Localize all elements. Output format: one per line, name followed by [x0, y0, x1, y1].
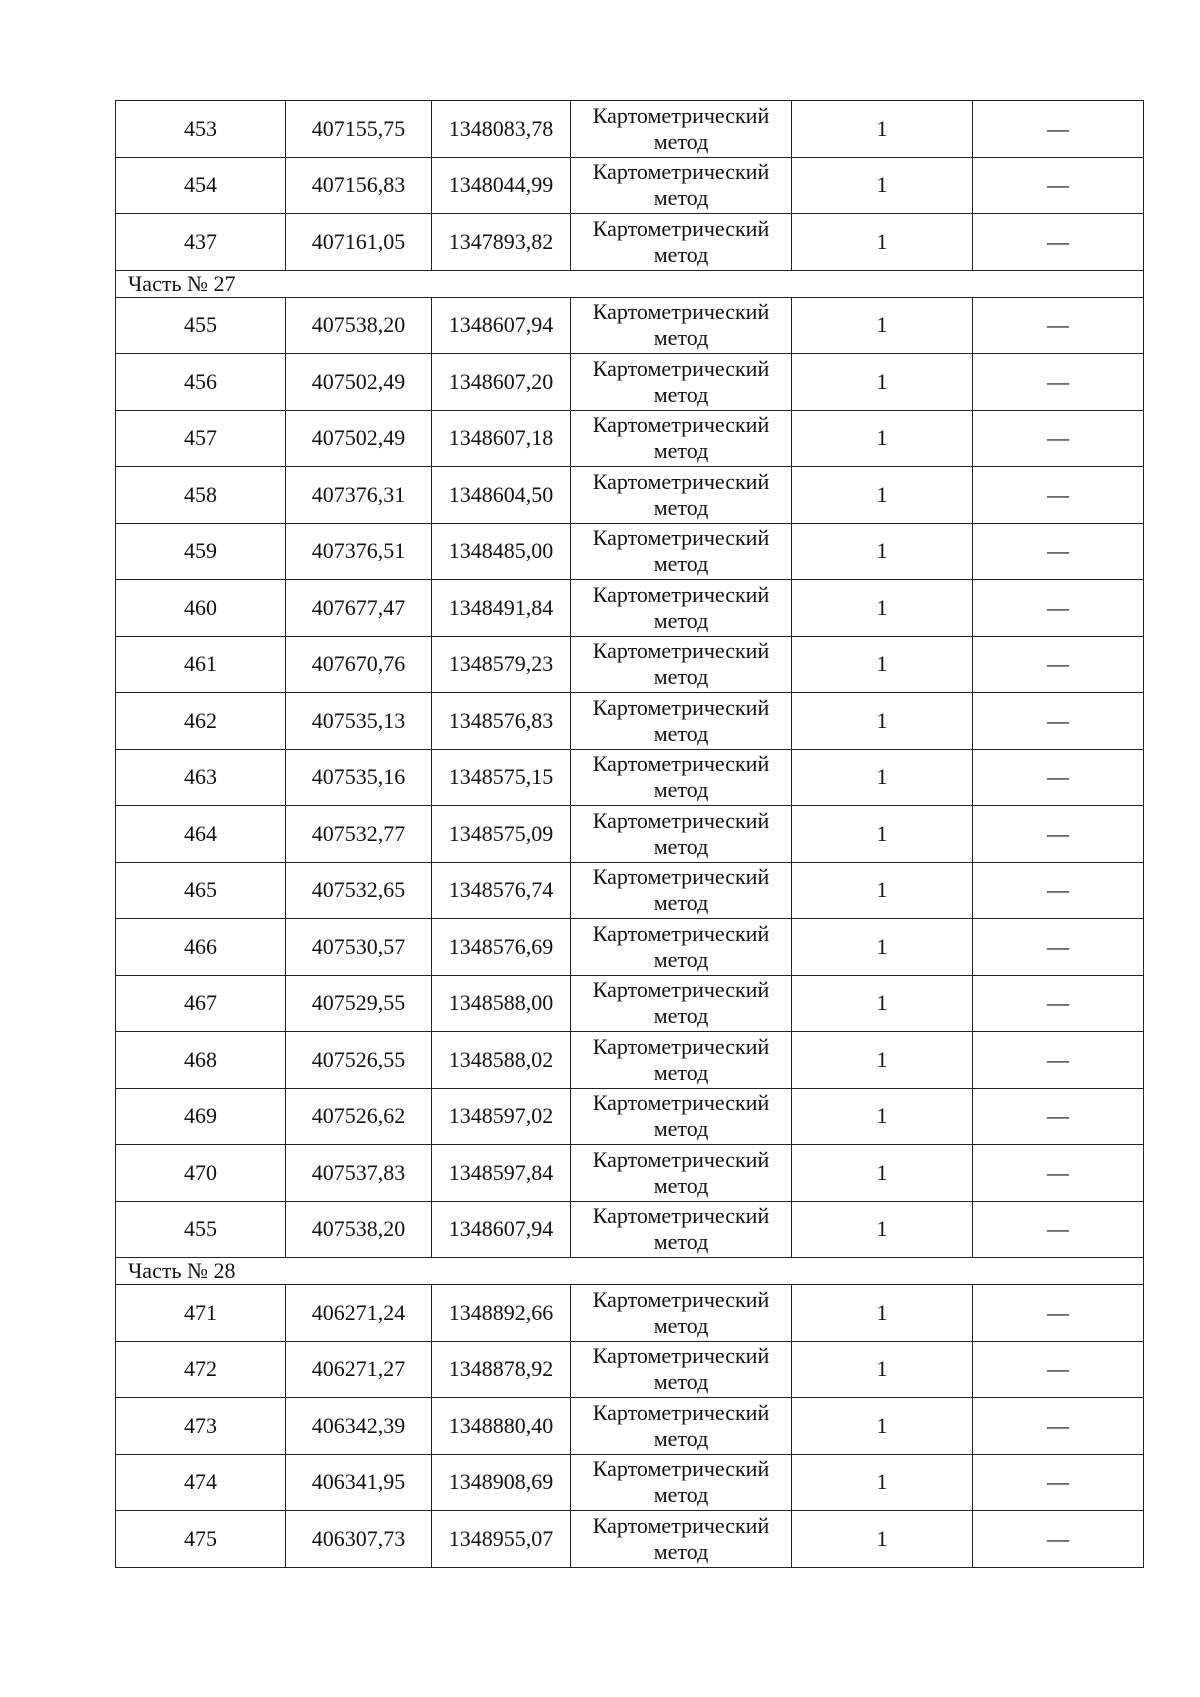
accuracy-cell: 1 — [792, 410, 973, 467]
accuracy-cell: 1 — [792, 1511, 973, 1568]
x-coordinate-cell: 406307,73 — [286, 1511, 432, 1568]
description-cell: — — [973, 806, 1144, 863]
accuracy-cell: 1 — [792, 523, 973, 580]
description-cell: — — [973, 1341, 1144, 1398]
method-cell: Картометрический метод — [571, 919, 792, 976]
table-row — [116, 1201, 1144, 1258]
accuracy-cell: 1 — [792, 693, 973, 750]
description-cell: — — [973, 410, 1144, 467]
description-cell: — — [973, 1032, 1144, 1089]
table-row — [116, 523, 1144, 580]
accuracy-cell: 1 — [792, 1454, 973, 1511]
section-header-row — [116, 270, 1144, 297]
accuracy-cell: 1 — [792, 806, 973, 863]
description-cell: — — [973, 1511, 1144, 1568]
x-coordinate-cell: 407677,47 — [286, 580, 432, 637]
x-coordinate-cell: 406271,24 — [286, 1285, 432, 1342]
point-number-cell: 475 — [116, 1511, 286, 1568]
x-coordinate-cell: 407535,16 — [286, 749, 432, 806]
y-coordinate-cell: 1348892,66 — [432, 1285, 571, 1342]
method-cell: Картометрический метод — [571, 157, 792, 214]
accuracy-cell: 1 — [792, 1341, 973, 1398]
y-coordinate-cell: 1348607,94 — [432, 297, 571, 354]
description-cell: — — [973, 1088, 1144, 1145]
point-number-cell: 459 — [116, 523, 286, 580]
y-coordinate-cell: 1348878,92 — [432, 1341, 571, 1398]
x-coordinate-cell: 407156,83 — [286, 157, 432, 214]
table-row — [116, 1398, 1144, 1455]
accuracy-cell: 1 — [792, 1201, 973, 1258]
method-cell: Картометрический метод — [571, 523, 792, 580]
x-coordinate-cell: 407526,55 — [286, 1032, 432, 1089]
table-row — [116, 749, 1144, 806]
table-row — [116, 467, 1144, 524]
point-number-cell: 474 — [116, 1454, 286, 1511]
table-row — [116, 919, 1144, 976]
x-coordinate-cell: 407670,76 — [286, 636, 432, 693]
x-coordinate-cell: 407535,13 — [286, 693, 432, 750]
description-cell: — — [973, 1454, 1144, 1511]
description-cell: — — [973, 1398, 1144, 1455]
table-row — [116, 410, 1144, 467]
point-number-cell: 464 — [116, 806, 286, 863]
x-coordinate-cell: 407526,62 — [286, 1088, 432, 1145]
accuracy-cell: 1 — [792, 1398, 973, 1455]
x-coordinate-cell: 407376,31 — [286, 467, 432, 524]
point-number-cell: 465 — [116, 862, 286, 919]
accuracy-cell: 1 — [792, 749, 973, 806]
y-coordinate-cell: 1348575,15 — [432, 749, 571, 806]
method-cell: Картометрический метод — [571, 693, 792, 750]
coordinates-table-body — [116, 101, 1144, 1568]
accuracy-cell: 1 — [792, 297, 973, 354]
method-cell: Картометрический метод — [571, 1088, 792, 1145]
method-cell: Картометрический метод — [571, 1398, 792, 1455]
accuracy-cell: 1 — [792, 1088, 973, 1145]
point-number-cell: 472 — [116, 1341, 286, 1398]
table-row — [116, 101, 1144, 158]
x-coordinate-cell: 407532,65 — [286, 862, 432, 919]
y-coordinate-cell: 1348597,02 — [432, 1088, 571, 1145]
description-cell: — — [973, 749, 1144, 806]
method-cell: Картометрический метод — [571, 214, 792, 271]
y-coordinate-cell: 1348604,50 — [432, 467, 571, 524]
y-coordinate-cell: 1348880,40 — [432, 1398, 571, 1455]
table-row — [116, 693, 1144, 750]
y-coordinate-cell: 1347893,82 — [432, 214, 571, 271]
accuracy-cell: 1 — [792, 862, 973, 919]
section-label: Часть № 28 — [116, 1258, 1144, 1285]
x-coordinate-cell: 407161,05 — [286, 214, 432, 271]
y-coordinate-cell: 1348575,09 — [432, 806, 571, 863]
method-cell: Картометрический метод — [571, 467, 792, 524]
accuracy-cell: 1 — [792, 1032, 973, 1089]
description-cell: — — [973, 297, 1144, 354]
table-row — [116, 1341, 1144, 1398]
description-cell: — — [973, 101, 1144, 158]
table-row — [116, 636, 1144, 693]
point-number-cell: 458 — [116, 467, 286, 524]
method-cell: Картометрический метод — [571, 975, 792, 1032]
x-coordinate-cell: 407537,83 — [286, 1145, 432, 1202]
method-cell: Картометрический метод — [571, 354, 792, 411]
point-number-cell: 470 — [116, 1145, 286, 1202]
method-cell: Картометрический метод — [571, 1145, 792, 1202]
y-coordinate-cell: 1348908,69 — [432, 1454, 571, 1511]
description-cell: — — [973, 1201, 1144, 1258]
accuracy-cell: 1 — [792, 1145, 973, 1202]
x-coordinate-cell: 407529,55 — [286, 975, 432, 1032]
description-cell: — — [973, 1145, 1144, 1202]
method-cell: Картометрический метод — [571, 862, 792, 919]
description-cell: — — [973, 354, 1144, 411]
description-cell: — — [973, 919, 1144, 976]
point-number-cell: 466 — [116, 919, 286, 976]
description-cell: — — [973, 523, 1144, 580]
point-number-cell: 453 — [116, 101, 286, 158]
method-cell: Картометрический метод — [571, 297, 792, 354]
point-number-cell: 437 — [116, 214, 286, 271]
table-row — [116, 214, 1144, 271]
point-number-cell: 463 — [116, 749, 286, 806]
accuracy-cell: 1 — [792, 919, 973, 976]
table-row — [116, 1454, 1144, 1511]
y-coordinate-cell: 1348491,84 — [432, 580, 571, 637]
x-coordinate-cell: 407502,49 — [286, 410, 432, 467]
x-coordinate-cell: 407502,49 — [286, 354, 432, 411]
description-cell: — — [973, 975, 1144, 1032]
description-cell: — — [973, 693, 1144, 750]
x-coordinate-cell: 406341,95 — [286, 1454, 432, 1511]
accuracy-cell: 1 — [792, 157, 973, 214]
method-cell: Картометрический метод — [571, 101, 792, 158]
x-coordinate-cell: 407532,77 — [286, 806, 432, 863]
method-cell: Картометрический метод — [571, 580, 792, 637]
point-number-cell: 455 — [116, 1201, 286, 1258]
point-number-cell: 462 — [116, 693, 286, 750]
description-cell: — — [973, 580, 1144, 637]
table-row — [116, 806, 1144, 863]
y-coordinate-cell: 1348588,02 — [432, 1032, 571, 1089]
table-row — [116, 1032, 1144, 1089]
point-number-cell: 457 — [116, 410, 286, 467]
table-row — [116, 580, 1144, 637]
table-row — [116, 1285, 1144, 1342]
accuracy-cell: 1 — [792, 975, 973, 1032]
x-coordinate-cell: 407376,51 — [286, 523, 432, 580]
table-row — [116, 975, 1144, 1032]
method-cell: Картометрический метод — [571, 1201, 792, 1258]
coordinates-table — [115, 100, 1144, 1568]
y-coordinate-cell: 1348485,00 — [432, 523, 571, 580]
point-number-cell: 461 — [116, 636, 286, 693]
method-cell: Картометрический метод — [571, 636, 792, 693]
description-cell: — — [973, 467, 1144, 524]
accuracy-cell: 1 — [792, 354, 973, 411]
method-cell: Картометрический метод — [571, 1511, 792, 1568]
accuracy-cell: 1 — [792, 467, 973, 524]
y-coordinate-cell: 1348607,20 — [432, 354, 571, 411]
y-coordinate-cell: 1348607,18 — [432, 410, 571, 467]
point-number-cell: 467 — [116, 975, 286, 1032]
description-cell: — — [973, 157, 1144, 214]
description-cell: — — [973, 862, 1144, 919]
y-coordinate-cell: 1348597,84 — [432, 1145, 571, 1202]
accuracy-cell: 1 — [792, 101, 973, 158]
accuracy-cell: 1 — [792, 580, 973, 637]
table-row — [116, 1145, 1144, 1202]
method-cell: Картометрический метод — [571, 749, 792, 806]
x-coordinate-cell: 407538,20 — [286, 1201, 432, 1258]
table-row — [116, 1511, 1144, 1568]
method-cell: Картометрический метод — [571, 1285, 792, 1342]
point-number-cell: 460 — [116, 580, 286, 637]
point-number-cell: 456 — [116, 354, 286, 411]
section-header-row — [116, 1258, 1144, 1285]
y-coordinate-cell: 1348044,99 — [432, 157, 571, 214]
y-coordinate-cell: 1348588,00 — [432, 975, 571, 1032]
y-coordinate-cell: 1348607,94 — [432, 1201, 571, 1258]
y-coordinate-cell: 1348955,07 — [432, 1511, 571, 1568]
point-number-cell: 468 — [116, 1032, 286, 1089]
method-cell: Картометрический метод — [571, 1032, 792, 1089]
y-coordinate-cell: 1348083,78 — [432, 101, 571, 158]
x-coordinate-cell: 407155,75 — [286, 101, 432, 158]
point-number-cell: 455 — [116, 297, 286, 354]
table-row — [116, 862, 1144, 919]
description-cell: — — [973, 214, 1144, 271]
accuracy-cell: 1 — [792, 1285, 973, 1342]
table-row — [116, 297, 1144, 354]
method-cell: Картометрический метод — [571, 410, 792, 467]
y-coordinate-cell: 1348576,74 — [432, 862, 571, 919]
table-row — [116, 1088, 1144, 1145]
point-number-cell: 473 — [116, 1398, 286, 1455]
y-coordinate-cell: 1348576,83 — [432, 693, 571, 750]
point-number-cell: 454 — [116, 157, 286, 214]
method-cell: Картометрический метод — [571, 806, 792, 863]
x-coordinate-cell: 406271,27 — [286, 1341, 432, 1398]
method-cell: Картометрический метод — [571, 1454, 792, 1511]
y-coordinate-cell: 1348576,69 — [432, 919, 571, 976]
section-label: Часть № 27 — [116, 270, 1144, 297]
table-row — [116, 157, 1144, 214]
description-cell: — — [973, 1285, 1144, 1342]
y-coordinate-cell: 1348579,23 — [432, 636, 571, 693]
x-coordinate-cell: 406342,39 — [286, 1398, 432, 1455]
method-cell: Картометрический метод — [571, 1341, 792, 1398]
x-coordinate-cell: 407530,57 — [286, 919, 432, 976]
point-number-cell: 469 — [116, 1088, 286, 1145]
x-coordinate-cell: 407538,20 — [286, 297, 432, 354]
accuracy-cell: 1 — [792, 636, 973, 693]
point-number-cell: 471 — [116, 1285, 286, 1342]
table-row — [116, 354, 1144, 411]
description-cell: — — [973, 636, 1144, 693]
accuracy-cell: 1 — [792, 214, 973, 271]
